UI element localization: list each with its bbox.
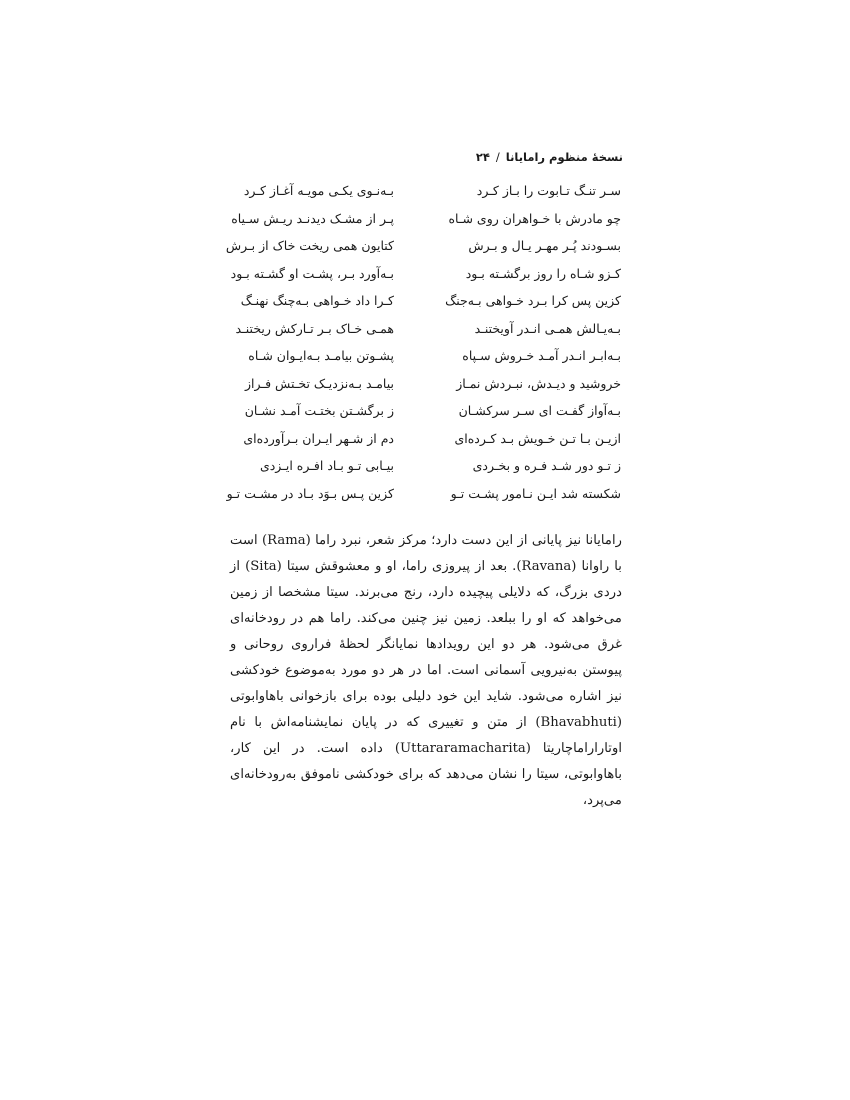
- hemistich-first: سـر تنـگ تـابوت را بـاز کـرد: [476, 183, 621, 198]
- book-title: نسخهٔ منظوم رامایانا: [505, 150, 623, 164]
- hemistich-second: بـه‌نـوی یکـی مویـه آغـاز کـرد: [243, 183, 394, 198]
- verse-row: [0, 209, 850, 237]
- hemistich-first: بـه‌ابـر انـدر آمـد خـروش سـپاه: [462, 348, 621, 363]
- hemistich-second: بیامـد بـه‌نزدیـک تخـتش فـراز: [245, 375, 394, 391]
- hemistich-second: کتایون همی ریخت خاک از بـرش: [225, 238, 394, 253]
- hemistich-second: بیـابی تـو بـاد افـره ایـزدی: [259, 458, 394, 473]
- hemistich-second: پشـوتن بیامـد بـه‌ایـوان شـاه: [248, 348, 394, 363]
- hemistich-first: بـه‌آواز گفـت ای سـر سرکشـان: [458, 403, 621, 418]
- hemistich-second: ز برگشـتن بختـت آمـد نشـان: [244, 403, 394, 418]
- prose-body: [230, 528, 622, 814]
- hemistich-first: کزین پس کرا بـرد خـواهی بـه‌جنگ: [445, 293, 621, 308]
- verse-row: [0, 429, 850, 457]
- hemistich-first: ازیـن بـا تـن خـویش بـد کـرده‌ای: [454, 430, 621, 446]
- hemistich-second: کـرا داد خـواهی بـه‌چنگ نهنـگ: [240, 293, 394, 308]
- running-header: [476, 150, 623, 164]
- verse-row: [0, 291, 850, 319]
- verse-row: [0, 401, 850, 429]
- hemistich-first: شکسته شد ایـن نـامور پشـت تـو: [450, 485, 621, 501]
- hemistich-first: چو مادرش با خـواهران روی شـاه: [448, 210, 621, 226]
- hemistich-second: بـه‌آورد بـر، پشـت او گشـته بـود: [230, 265, 394, 281]
- verse-row: [0, 346, 850, 374]
- verse-row: [0, 236, 850, 264]
- verse-row: [0, 456, 850, 484]
- hemistich-second: پـر از مشـک دیدنـد ریـش سـیاه: [231, 210, 394, 226]
- verse-row: [0, 181, 850, 209]
- hemistich-first: بـه‌یـالش همـی انـدر آویختنـد: [474, 320, 621, 336]
- prose-paragraph: رامایانا نیز پایانی از این دست دارد؛ مرکز شعر، نبرد راما (Rama) است با راوانا (Ravana). بعد از پیروزی راما، او و معشوقش سیتا (Sita) از دردی بزرگ، که دلایلی پیچیده دارد، رنج می‌برند. سیتا مشخصا از زمین می‌خواهد که او را ببلعد. زمین نیز چنین می‌کند. راما هم در رودخانه‌ای غرق می‌شود. هر دو این رویدادها نمایانگر لحظهٔ فراروی روحانی و پیوستن به‌نیرویی آسمانی است. اما در هر دو مورد به‌موضوع خودکشی نیز اشاره می‌شود. شاید این خود دلیلی بوده برای بازخوانی باهاوابوتی (Bhavabhuti) از متن و تغییری که در پایان نمایشنامه‌اش با نام اوتاراراماچاریتا (Uttararamacharita) داده است. در این کار، باهاوابوتی، سیتا را نشان می‌دهد که برای خودکشی ناموفق به‌رودخانه‌ای می‌پرد،: [230, 533, 622, 808]
- hemistich-second: دم از شـهر ایـران بـرآورده‌ای: [243, 430, 394, 446]
- verse-row: [0, 374, 850, 402]
- verse-row: [0, 319, 850, 347]
- verse-row: [0, 264, 850, 292]
- page-number: ۲۴: [475, 150, 490, 164]
- poem-verses: [0, 181, 850, 511]
- hemistich-first: کـزو شـاه را روز برگشـته بـود: [465, 265, 621, 281]
- hemistich-second: کزین پـس بـوَد بـاد در مشـت تـو: [226, 485, 394, 501]
- hemistich-first: بسـودند پُـر مهـر یـال و بـرش: [468, 238, 621, 253]
- header-separator: /: [495, 150, 500, 164]
- hemistich-first: خروشید و دیـدش، نبـردش نمـاز: [456, 375, 621, 391]
- verse-row: [0, 484, 850, 512]
- hemistich-second: همـی خـاک بـر تـارکش ریختنـد: [235, 320, 394, 336]
- hemistich-first: ز تـو دور شـد فـره و بخـردی: [472, 458, 621, 473]
